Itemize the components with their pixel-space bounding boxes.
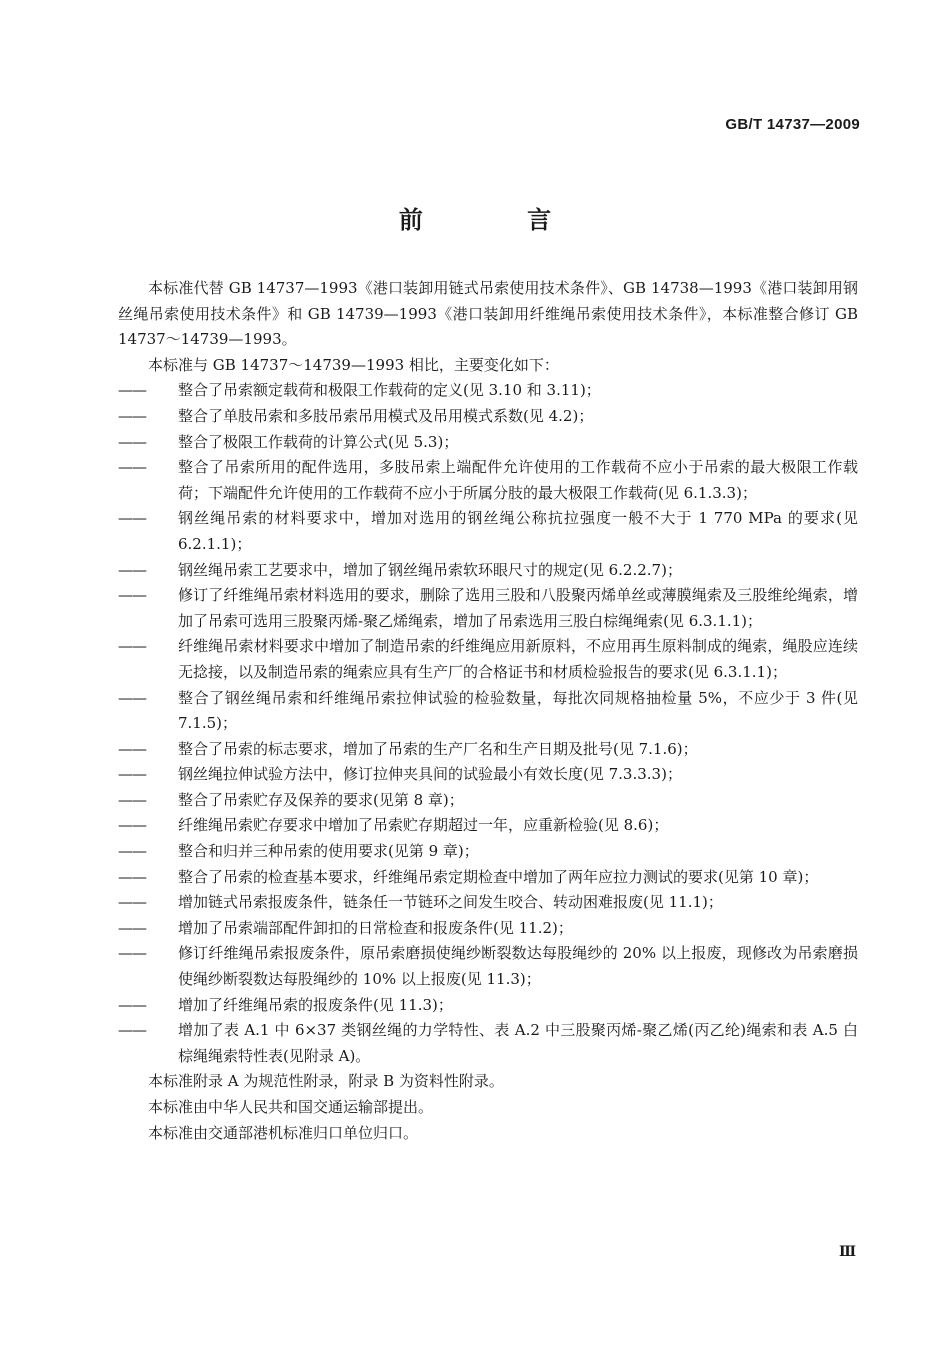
list-item-text: 整合了吊索的标志要求，增加了吊索的生产厂名和生产日期及批号(见 7.1.6)； [178,739,698,758]
page-title: 前 言 [398,205,600,234]
list-item [118,865,858,891]
list-item-text: 增加链式吊索报废条件，链条任一节链环之间发生咬合、转动困难报废(见 11.1)； [178,893,723,912]
dash-mark: —— [118,509,146,528]
list-item [118,430,858,456]
dash-mark: —— [118,944,146,963]
list-item-text: 增加了纤维绳吊索的报废条件(见 11.3)； [178,995,453,1014]
list-item-text: 整合了吊索贮存及保养的要求(见第 8 章)； [178,790,464,809]
dash-mark: —— [118,893,146,912]
dash-mark: —— [118,918,146,937]
list-item-text: 钢丝绳拉伸试验方法中，修订拉伸夹具间的试验最小有效长度(见 7.3.3.3)； [178,765,682,784]
dash-mark: —— [118,688,146,707]
list-item-text: 纤维绳吊索贮存要求中增加了吊索贮存期超过一年，应重新检验(见 8.6)； [178,816,669,835]
list-item [118,916,858,942]
dash-mark: —— [118,637,146,656]
closing-paragraph: 本标准附录 A 为规范性附录，附录 B 为资料性附录。 [148,1072,504,1091]
closing-paragraph: 本标准由交通部港机标准归口单位归口。 [148,1123,419,1142]
list-item [118,404,858,430]
dash-mark: —— [118,790,146,809]
list-item-text: 修订纤维绳吊索报废条件，原吊索磨损使绳纱断裂数达每股绳纱的 20% 以上报废，现修改为吊索磨损使绳纱断裂数达每股绳纱的 10% 以上报废(见 11.3)； [178,944,858,989]
dash-mark: —— [118,432,146,451]
list-item [118,813,858,839]
dash-mark: —— [118,458,146,477]
list-item-text: 增加了表 A.1 中 6×37 类钢丝绳的力学特性、表 A.2 中三股聚丙烯-聚乙烯(丙乙纶)绳索和表 A.5 白棕绳绳索特性表(见附录 A)。 [178,1021,858,1065]
list-item [118,788,858,814]
list-item-text: 整合了吊索所用的配件选用，多肢吊索上端配件允许使用的工作载荷不应小于吊索的最大极限工作载荷；下端配件允许使用的工作载荷不应小于所属分肢的最大极限工作载荷(见 6.1.3.3)； [178,458,858,502]
list-item [118,634,858,685]
intro-paragraph: 本标准代替 GB 14737—1993《港口装卸用链式吊索使用技术条件》、GB 14738—1993《港口装卸用钢丝绳吊索使用技术条件》和 GB 14739—1993《港口装卸用纤维绳吊索使用技术条件》，本标准整合修订 GB 14737～14739—1993。 [118,279,858,349]
list-item [118,890,858,916]
dash-mark: —— [118,816,146,835]
list-item-text: 钢丝绳吊索工艺要求中，增加了钢丝绳吊索软环眼尺寸的规定(见 6.2.2.7)； [178,560,682,579]
foreword-body [118,276,858,1146]
list-item [118,455,858,506]
dash-mark: —— [118,586,146,605]
page-number: Ⅲ [838,1244,856,1260]
list-item-text: 整合了钢丝绳吊索和纤维绳吊索拉伸试验的检验数量，每批次同规格抽检量 5%，不应少于 3 件(见 7.1.5)； [178,688,858,733]
list-item [118,941,858,992]
list-item [118,506,858,557]
list-item-text: 钢丝绳吊索的材料要求中，增加对选用的钢丝绳公称抗拉强度一般不大于 1 770 MPa 的要求(见 6.2.1.1)； [178,509,858,553]
dash-mark: —— [118,381,146,400]
list-item [118,993,858,1019]
dash-mark: —— [118,765,146,784]
standard-code: GB/T 14737—2009 [725,116,860,133]
list-item [118,737,858,763]
dash-mark: —— [118,995,146,1014]
list-item-text: 增加了吊索端部配件卸扣的日常检查和报废条件(见 11.2)； [178,918,573,937]
list-item-text: 整合了吊索的检查基本要求，纤维绳吊索定期检查中增加了两年应拉力测试的要求(见第 10 章)； [178,867,819,886]
list-item-text: 整合了单肢吊索和多肢吊索吊用模式及吊用模式系数(见 4.2)； [178,406,594,425]
dash-mark: —— [118,406,146,425]
list-item-text: 整合和归并三种吊索的使用要求(见第 9 章)； [178,842,479,861]
list-item-text: 整合了吊索额定载荷和极限工作载荷的定义(见 3.10 和 3.11)； [178,381,601,400]
closing-paragraph: 本标准由中华人民共和国交通运输部提出。 [148,1098,434,1116]
list-item [118,378,858,404]
dash-mark: —— [118,739,146,758]
list-item-text: 纤维绳吊索材料要求中增加了制造吊索的纤维绳应用新原料，不应用再生原料制成的绳索，绳股应连续无捻接，以及制造吊索的绳索应具有生产厂的合格证书和材质检验报告的要求(见 6.3.1.1)； [178,637,858,681]
changes-list [118,378,858,1069]
list-item [118,762,858,788]
dash-mark: —— [118,842,146,861]
list-item [118,583,858,634]
dash-mark: —— [118,1021,146,1040]
list-item-text: 修订了纤维绳吊索材料选用的要求，删除了选用三股和八股聚丙烯单丝或薄膜绳索及三股维纶绳索，增加了吊索可选用三股聚丙烯-聚乙烯绳索，增加了吊索选用三股白棕绳绳索(见 6.3.1.1)； [178,586,858,630]
list-item-text: 整合了极限工作载荷的计算公式(见 5.3)； [178,432,459,451]
dash-mark: —— [118,560,146,579]
list-item [118,1018,858,1069]
list-item [118,686,858,737]
list-item [118,839,858,865]
intro-paragraph: 本标准与 GB 14737～14739—1993 相比，主要变化如下： [148,355,559,374]
list-item [118,558,858,584]
dash-mark: —— [118,867,146,886]
